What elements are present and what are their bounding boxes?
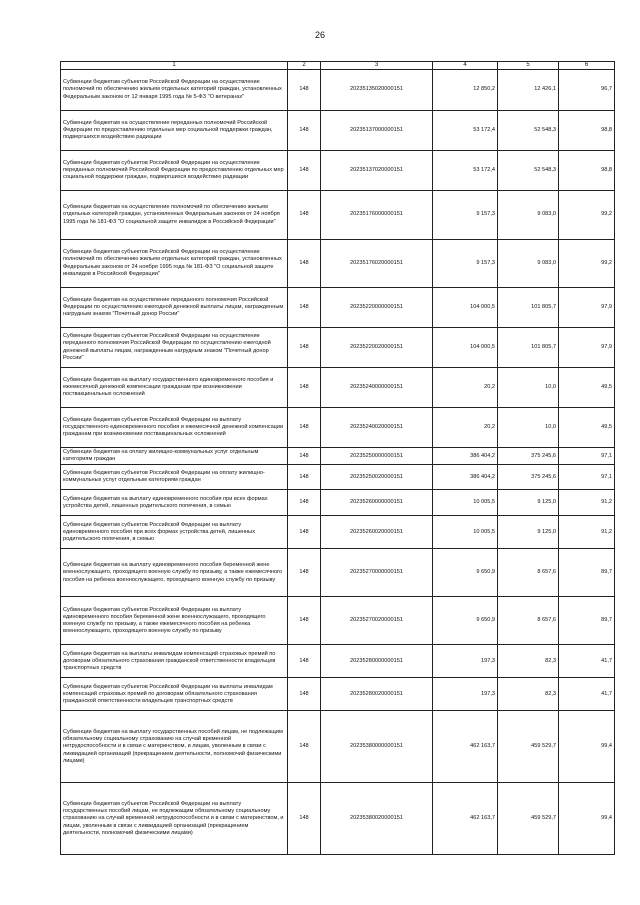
table-row xyxy=(61,191,615,240)
row-name: Субвенции бюджетам на выплату единовременного пособия при всех формах устройства детей, лишенных родительского попечения, в семью xyxy=(61,490,288,516)
plan-value: 386 404,2 xyxy=(433,448,498,465)
budget-code: 20235280000000151 xyxy=(321,645,433,678)
fact-value: 459 529,7 xyxy=(498,711,559,783)
table-row xyxy=(61,448,615,465)
table-row xyxy=(61,328,615,368)
row-name: Субвенции бюджетам на выплату единовременного пособия беременной жене военнослужащего, проходящего военную службу по призыву, а также ежемесячного пособия на ребенка военнослужащего, проходящего военную службу по призыву xyxy=(61,549,288,597)
row-name: Субвенции бюджетам на осуществление переданного полномочия Российской Федерации по осуществлению ежегодной денежной выплаты лицам, награжденным нагрудным знаком "Почетный донор России" xyxy=(61,288,288,328)
budget-table xyxy=(60,61,615,855)
fact-value: 9 083,0 xyxy=(498,240,559,288)
percent-value: 99,4 xyxy=(559,711,615,783)
admin-code: 148 xyxy=(288,151,321,191)
budget-code: 20235280020000151 xyxy=(321,678,433,711)
table-row xyxy=(61,70,615,111)
plan-value: 9 650,9 xyxy=(433,549,498,597)
budget-code: 20235137000000151 xyxy=(321,111,433,151)
plan-value: 462 163,7 xyxy=(433,711,498,783)
fact-value: 459 529,7 xyxy=(498,783,559,855)
percent-value: 91,2 xyxy=(559,516,615,549)
plan-value: 462 163,7 xyxy=(433,783,498,855)
fact-value: 375 245,6 xyxy=(498,465,559,490)
percent-value: 49,5 xyxy=(559,408,615,448)
percent-value: 91,2 xyxy=(559,490,615,516)
admin-code: 148 xyxy=(288,549,321,597)
fact-value: 9 125,0 xyxy=(498,516,559,549)
admin-code: 148 xyxy=(288,645,321,678)
fact-value: 8 657,6 xyxy=(498,597,559,645)
admin-code: 148 xyxy=(288,111,321,151)
row-name: Субвенции бюджетам на выплаты инвалидам компенсаций страховых премий по договорам обязательного страхования гражданской ответственности владельцев транспортных средств xyxy=(61,645,288,678)
table-row xyxy=(61,408,615,448)
fact-value: 52 548,3 xyxy=(498,151,559,191)
plan-value: 9 157,3 xyxy=(433,240,498,288)
plan-value: 9 157,3 xyxy=(433,191,498,240)
admin-code: 148 xyxy=(288,368,321,408)
admin-code: 148 xyxy=(288,448,321,465)
column-header: 6 xyxy=(559,62,615,70)
admin-code: 148 xyxy=(288,240,321,288)
budget-code: 20235220000000151 xyxy=(321,288,433,328)
percent-value: 96,7 xyxy=(559,70,615,111)
admin-code: 148 xyxy=(288,516,321,549)
row-name: Субвенции бюджетам субъектов Российской Федерации на осуществление полномочий по обеспечению жильем отдельных категорий граждан, установленных Федеральным законом от 24 ноября 1995 года № 181-ФЗ "О социальной защите инвалидов в Российской Федерации" xyxy=(61,240,288,288)
fact-value: 8 657,6 xyxy=(498,549,559,597)
admin-code: 148 xyxy=(288,490,321,516)
admin-code: 148 xyxy=(288,191,321,240)
row-name: Субвенции бюджетам субъектов Российской Федерации на осуществление переданного полномочия Российской Федерации по осуществлению ежегодной денежной выплаты лицам, награжденным нагрудным знаком "Почетный донор России" xyxy=(61,328,288,368)
fact-value: 9 125,0 xyxy=(498,490,559,516)
table-row xyxy=(61,465,615,490)
fact-value: 52 548,3 xyxy=(498,111,559,151)
plan-value: 9 650,9 xyxy=(433,597,498,645)
percent-value: 41,7 xyxy=(559,645,615,678)
admin-code: 148 xyxy=(288,711,321,783)
table-row xyxy=(61,288,615,328)
row-name: Субвенции бюджетам субъектов Российской Федерации на выплату государственного единовременного пособия и ежемесячной денежной компенсации гражданам при возникновении поствакцинальных осложнений xyxy=(61,408,288,448)
budget-code: 20235135020000151 xyxy=(321,70,433,111)
fact-value: 9 083,0 xyxy=(498,191,559,240)
column-header: 5 xyxy=(498,62,559,70)
percent-value: 89,7 xyxy=(559,549,615,597)
column-header: 1 xyxy=(61,62,288,70)
fact-value: 101 805,7 xyxy=(498,328,559,368)
percent-value: 89,7 xyxy=(559,597,615,645)
table-row xyxy=(61,490,615,516)
admin-code: 148 xyxy=(288,408,321,448)
column-header: 3 xyxy=(321,62,433,70)
budget-code: 20235380000000151 xyxy=(321,711,433,783)
plan-value: 104 000,5 xyxy=(433,288,498,328)
row-name: Субвенции бюджетам субъектов Российской Федерации на оплату жилищно-коммунальных услуг отдельным категориям граждан xyxy=(61,465,288,490)
admin-code: 148 xyxy=(288,328,321,368)
row-name: Субвенции бюджетам на выплату государственных пособий лицам, не подлежащим обязательному социальному страхованию на случай временной нетрудоспособности и в связи с материнством, и лицам, уволенным в связи с ликвидацией организаций (прекращением деятельности, полномочий физическими лицами) xyxy=(61,711,288,783)
budget-code: 20235240000000151 xyxy=(321,368,433,408)
budget-code: 20235137020000151 xyxy=(321,151,433,191)
budget-code: 20235250000000151 xyxy=(321,448,433,465)
row-name: Субвенции бюджетам на осуществление полномочий по обеспечению жильем отдельных категорий граждан, установленных Федеральным законом от 24 ноября 1995 года № 181-ФЗ "О социальной защите инвалидов в Российской Федерации" xyxy=(61,191,288,240)
row-name: Субвенции бюджетам на осуществление переданных полномочий Российской Федерации по предоставлению отдельных мер социальной поддержки граждан, подвергшихся воздействию радиации xyxy=(61,111,288,151)
table-row xyxy=(61,151,615,191)
row-name: Субвенции бюджетам субъектов Российской Федерации на осуществление переданных полномочий Российской Федерации по предоставлению отдельных мер социальной поддержки граждан, подвергшихся воздействию радиации xyxy=(61,151,288,191)
plan-value: 197,3 xyxy=(433,645,498,678)
budget-code: 20235240020000151 xyxy=(321,408,433,448)
budget-code: 20235220020000151 xyxy=(321,328,433,368)
table-row xyxy=(61,711,615,783)
table-row xyxy=(61,678,615,711)
row-name: Субвенции бюджетам субъектов Российской Федерации на выплату единовременного пособия при всех формах устройства детей, лишенных родительского попечения, в семью xyxy=(61,516,288,549)
percent-value: 97,9 xyxy=(559,288,615,328)
plan-value: 20,2 xyxy=(433,368,498,408)
budget-code: 20235380020000151 xyxy=(321,783,433,855)
percent-value: 98,8 xyxy=(559,151,615,191)
plan-value: 53 172,4 xyxy=(433,111,498,151)
page-number: 26 xyxy=(314,30,325,40)
percent-value: 99,2 xyxy=(559,191,615,240)
fact-value: 10,0 xyxy=(498,408,559,448)
plan-value: 10 005,5 xyxy=(433,516,498,549)
percent-value: 97,1 xyxy=(559,448,615,465)
column-header: 4 xyxy=(433,62,498,70)
fact-value: 82,3 xyxy=(498,678,559,711)
row-name: Субвенции бюджетам субъектов Российской Федерации на осуществление полномочий по обеспечению жильем отдельных категорий граждан, установленных Федеральным законом от 12 января 1995 года № 5-ФЗ "О ветеранах" xyxy=(61,70,288,111)
percent-value: 97,1 xyxy=(559,465,615,490)
table-row xyxy=(61,516,615,549)
fact-value: 375 245,6 xyxy=(498,448,559,465)
plan-value: 197,3 xyxy=(433,678,498,711)
budget-code: 20235260000000151 xyxy=(321,490,433,516)
table-row xyxy=(61,240,615,288)
plan-value: 12 850,2 xyxy=(433,70,498,111)
admin-code: 148 xyxy=(288,465,321,490)
table-row xyxy=(61,783,615,855)
budget-code: 20235250020000151 xyxy=(321,465,433,490)
admin-code: 148 xyxy=(288,70,321,111)
fact-value: 12 426,1 xyxy=(498,70,559,111)
admin-code: 148 xyxy=(288,783,321,855)
percent-value: 49,5 xyxy=(559,368,615,408)
percent-value: 99,4 xyxy=(559,783,615,855)
plan-value: 53 172,4 xyxy=(433,151,498,191)
table-row xyxy=(61,111,615,151)
percent-value: 99,2 xyxy=(559,240,615,288)
budget-code: 20235270000000151 xyxy=(321,549,433,597)
table-row xyxy=(61,645,615,678)
admin-code: 148 xyxy=(288,678,321,711)
budget-code: 20235176020000151 xyxy=(321,240,433,288)
budget-code: 20235270020000151 xyxy=(321,597,433,645)
row-name: Субвенции бюджетам на выплату государственного единовременного пособия и ежемесячной денежной компенсации гражданам при возникновении поствакцинальных осложнений xyxy=(61,368,288,408)
percent-value: 98,8 xyxy=(559,111,615,151)
column-header: 2 xyxy=(288,62,321,70)
row-name: Субвенции бюджетам субъектов Российской Федерации на выплаты инвалидам компенсаций страховых премий по договорам обязательного страхования гражданской ответственности владельцев транспортных средств xyxy=(61,678,288,711)
percent-value: 41,7 xyxy=(559,678,615,711)
plan-value: 10 005,5 xyxy=(433,490,498,516)
row-name: Субвенции бюджетам на оплату жилищно-коммунальных услуг отдельным категориям граждан xyxy=(61,448,288,465)
row-name: Субвенции бюджетам субъектов Российской Федерации на выплату единовременного пособия беременной жене военнослужащего, проходящего военную службу по призыву, а также ежемесячного пособия на ребенка военнослужащего, проходящего военную службу по призыву xyxy=(61,597,288,645)
budget-code: 20235260020000151 xyxy=(321,516,433,549)
column-number-row xyxy=(61,62,615,70)
plan-value: 20,2 xyxy=(433,408,498,448)
plan-value: 386 404,2 xyxy=(433,465,498,490)
table-row xyxy=(61,549,615,597)
percent-value: 97,9 xyxy=(559,328,615,368)
admin-code: 148 xyxy=(288,597,321,645)
fact-value: 10,0 xyxy=(498,368,559,408)
table-row xyxy=(61,597,615,645)
plan-value: 104 000,5 xyxy=(433,328,498,368)
admin-code: 148 xyxy=(288,288,321,328)
fact-value: 101 805,7 xyxy=(498,288,559,328)
budget-code: 20235176000000151 xyxy=(321,191,433,240)
row-name: Субвенции бюджетам субъектов Российской Федерации на выплату государственных пособий лицам, не подлежащим обязательному социальному страхованию на случай временной нетрудоспособности и в связи с материнством, и лицам, уволенным в связи с ликвидацией организаций (прекращением деятельности, полномочий физическими лицами) xyxy=(61,783,288,855)
table-row xyxy=(61,368,615,408)
fact-value: 82,3 xyxy=(498,645,559,678)
